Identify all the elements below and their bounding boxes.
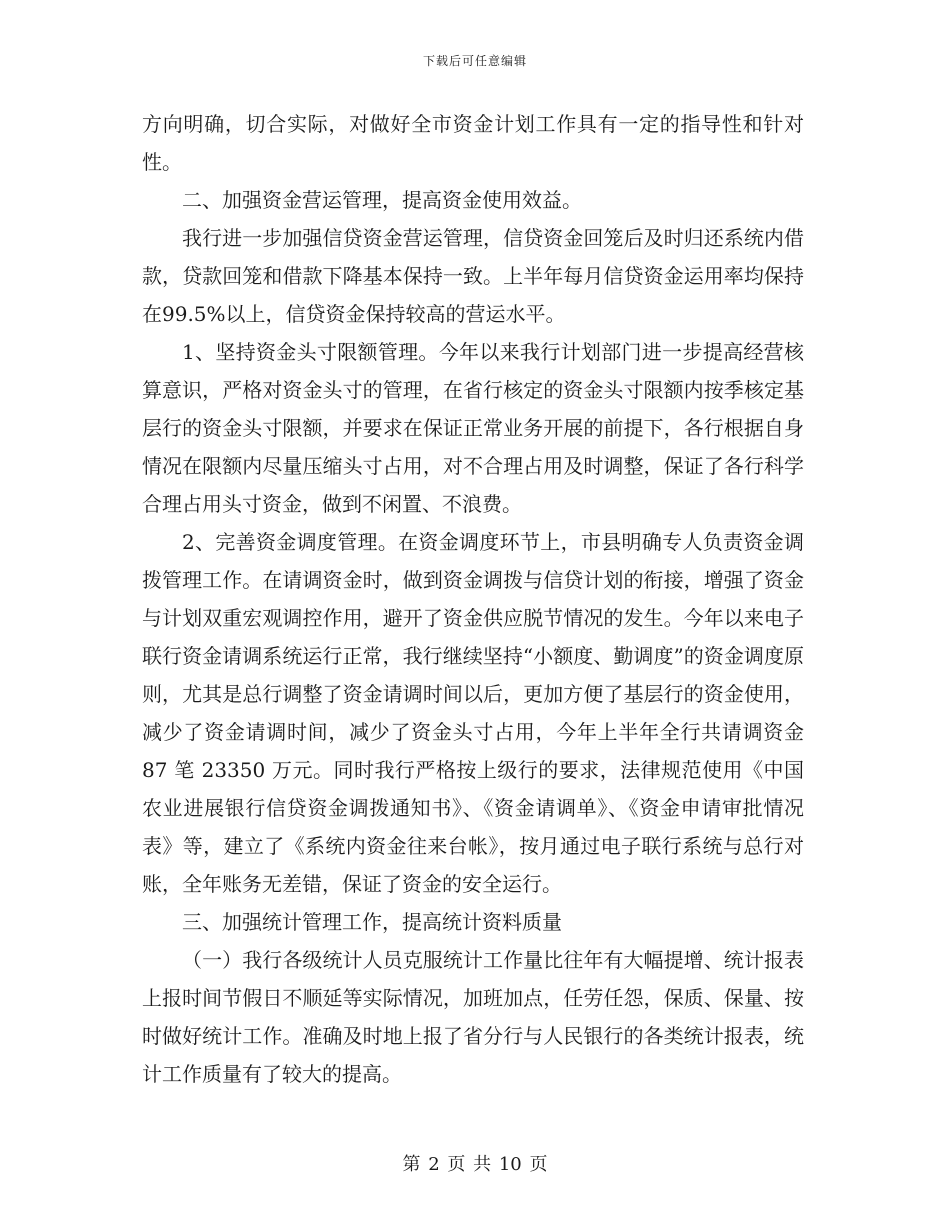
section-heading-2: 二、加强资金营运管理，提高资金使用效益。 [182,188,582,212]
section-heading-3: 三、加强统计管理工作，提高统计资料质量 [182,910,562,934]
page-number-footer: 第 2 页 共 10 页 [402,1154,548,1175]
paragraph-fund-dispatch: 2、完善资金调度管理。在资金调度环节上，市县明确专人负责资金调拨管理工作。在请调资金时，做到资金调拨与信贷计划的衔接，增强了资金与计划双重宏观调控作用，避开了资金供应脱节情况的发生。今年以来电子联行资金请调系统运行正常，我行继续坚持“小额度、勤调度”的资金调度原则，尤其是总行调整了资金请调时间以后，更加方便了基层行的资金使用，减少了资金请调时间，减少了资金头寸占用，今年上半年全行共请调资金 87 笔 23350 万元。同时我行严格按上级行的要求，法律规范使用《中国农业进展银行信贷资金调拨通知书》、《资金请调单》、《资金申请审批情况表》等，建立了《系统内资金往来台帐》，按月通过电子联行系统与总行对账，全年账务无差错，保证了资金的安全运行。 [142,530,804,896]
paragraph-statistics: （一）我行各级统计人员克服统计工作量比往年有大幅提增、统计报表上报时间节假日不顺延等实际情况，加班加点，任劳任怨，保质、保量、按时做好统计工作。准确及时地上报了省分行与人民银行的各类统计报表，统计工作质量有了较大的提高。 [142,948,804,1086]
paragraph-continuation: 方向明确，切合实际，对做好全市资金计划工作具有一定的指导性和针对性。 [142,112,804,174]
paragraph-position-limit: 1、坚持资金头寸限额管理。今年以来我行计划部门进一步提高经营核算意识，严格对资金头寸的管理，在省行核定的资金头寸限额内按季核定基层行的资金头寸限额，并要求在保证正常业务开展的前提下，各行根据自身情况在限额内尽量压缩头寸占用，对不合理占用及时调整，保证了各行科学合理占用头寸资金，做到不闲置、不浪费。 [142,340,804,516]
document-body [142,105,804,1093]
paragraph-fund-operation: 我行进一步加强信贷资金营运管理，信贷资金回笼后及时归还系统内借款，贷款回笼和借款下降基本保持一致。上半年每月信贷资金运用率均保持在99.5%以上，信贷资金保持较高的营运水平。 [142,226,804,326]
page-header-note: 下载后可任意编辑 [422,54,527,68]
